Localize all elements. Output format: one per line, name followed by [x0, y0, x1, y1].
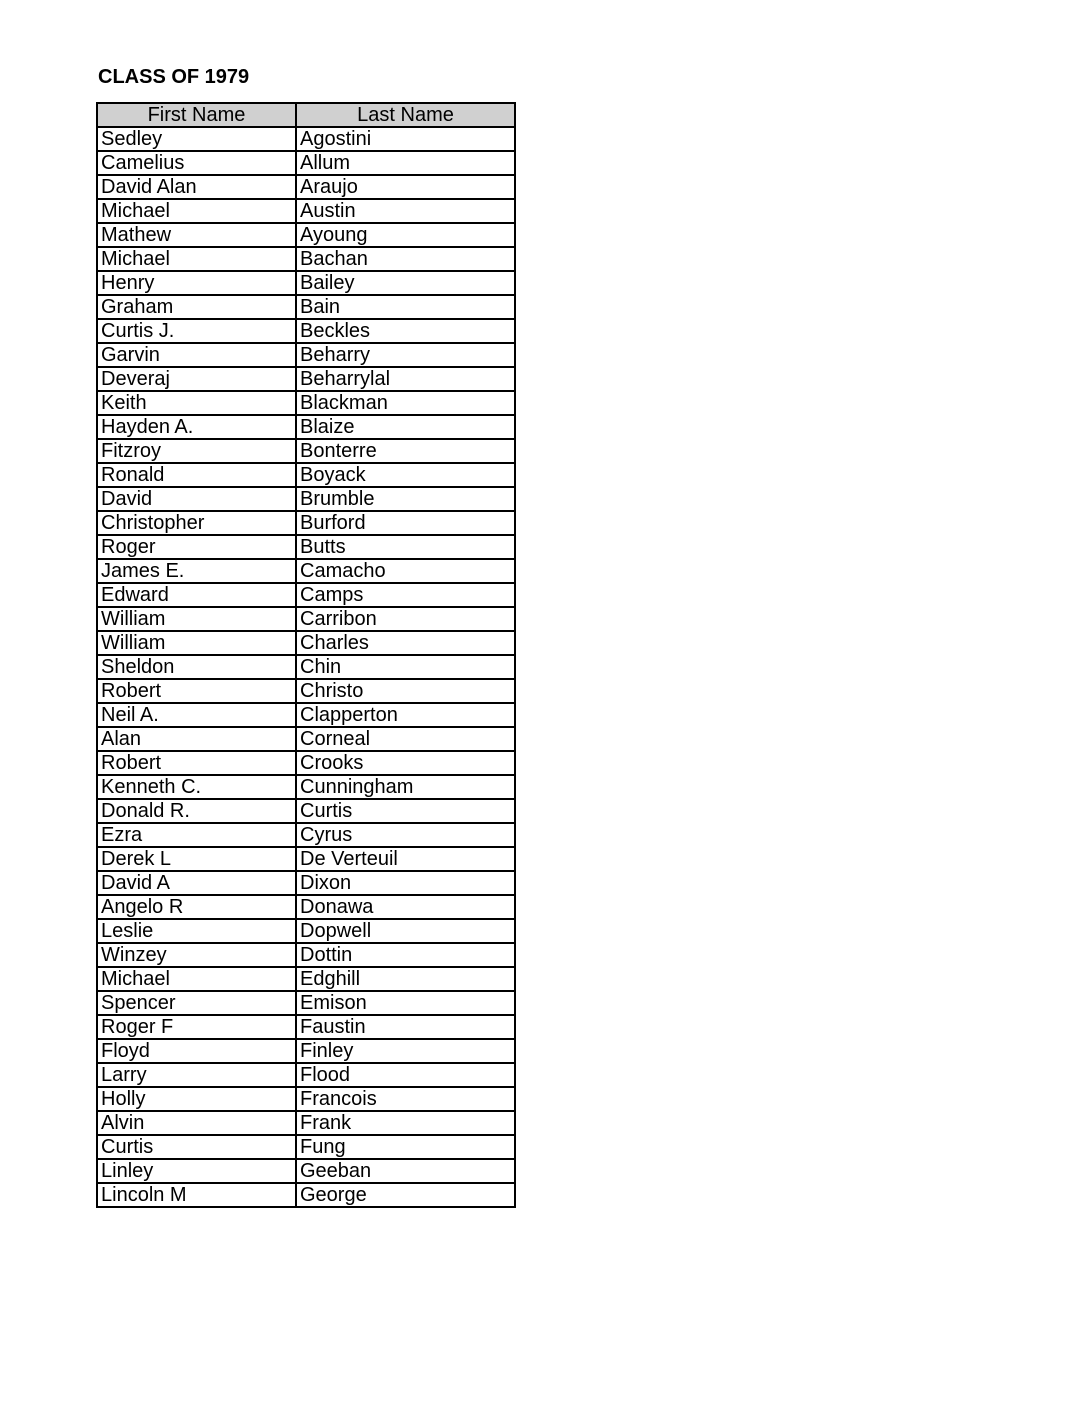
first-name-cell: Roger F — [97, 1015, 296, 1039]
table-row — [97, 463, 515, 487]
table-row — [97, 727, 515, 751]
last-name-cell: Emison — [296, 991, 515, 1015]
last-name-cell: De Verteuil — [296, 847, 515, 871]
last-name-cell: Beharry — [296, 343, 515, 367]
first-name-cell: Ezra — [97, 823, 296, 847]
table-row — [97, 175, 515, 199]
first-name-cell: Larry — [97, 1063, 296, 1087]
last-name-cell: Bailey — [296, 271, 515, 295]
last-name-cell: Frank — [296, 1111, 515, 1135]
table-row — [97, 151, 515, 175]
last-name-cell: Camacho — [296, 559, 515, 583]
first-name-cell: Mathew — [97, 223, 296, 247]
first-name-cell: William — [97, 631, 296, 655]
table-row — [97, 607, 515, 631]
first-name-cell: James E. — [97, 559, 296, 583]
first-name-cell: Robert — [97, 751, 296, 775]
first-name-cell: Deveraj — [97, 367, 296, 391]
first-name-cell: Hayden A. — [97, 415, 296, 439]
table-body — [97, 127, 515, 1207]
last-name-cell: Clapperton — [296, 703, 515, 727]
last-name-cell: Dixon — [296, 871, 515, 895]
last-name-cell: Donawa — [296, 895, 515, 919]
last-name-cell: Curtis — [296, 799, 515, 823]
first-name-cell: David — [97, 487, 296, 511]
table-row — [97, 559, 515, 583]
first-name-cell: David Alan — [97, 175, 296, 199]
first-name-cell: Curtis — [97, 1135, 296, 1159]
last-name-cell: Faustin — [296, 1015, 515, 1039]
first-name-cell: Sheldon — [97, 655, 296, 679]
last-name-cell: Cyrus — [296, 823, 515, 847]
last-name-cell: Boyack — [296, 463, 515, 487]
header-first-name: First Name — [97, 103, 296, 127]
table-row — [97, 247, 515, 271]
last-name-cell: Edghill — [296, 967, 515, 991]
last-name-cell: Crooks — [296, 751, 515, 775]
last-name-cell: Dopwell — [296, 919, 515, 943]
first-name-cell: Alan — [97, 727, 296, 751]
first-name-cell: Derek L — [97, 847, 296, 871]
last-name-cell: Beckles — [296, 319, 515, 343]
first-name-cell: Michael — [97, 199, 296, 223]
table-row — [97, 895, 515, 919]
table-row — [97, 271, 515, 295]
table-row — [97, 487, 515, 511]
table-row — [97, 439, 515, 463]
last-name-cell: Corneal — [296, 727, 515, 751]
last-name-cell: Dottin — [296, 943, 515, 967]
last-name-cell: Agostini — [296, 127, 515, 151]
table-row — [97, 679, 515, 703]
first-name-cell: Angelo R — [97, 895, 296, 919]
table-row — [97, 1111, 515, 1135]
table-row — [97, 583, 515, 607]
table-row — [97, 223, 515, 247]
first-name-cell: Kenneth C. — [97, 775, 296, 799]
table-row — [97, 1063, 515, 1087]
first-name-cell: Sedley — [97, 127, 296, 151]
first-name-cell: William — [97, 607, 296, 631]
table-row — [97, 391, 515, 415]
table-row — [97, 751, 515, 775]
first-name-cell: Neil A. — [97, 703, 296, 727]
last-name-cell: Allum — [296, 151, 515, 175]
first-name-cell: David A — [97, 871, 296, 895]
table-row — [97, 1135, 515, 1159]
table-row — [97, 799, 515, 823]
first-name-cell: Curtis J. — [97, 319, 296, 343]
last-name-cell: Blaize — [296, 415, 515, 439]
first-name-cell: Lincoln M — [97, 1183, 296, 1207]
last-name-cell: Fung — [296, 1135, 515, 1159]
first-name-cell: Winzey — [97, 943, 296, 967]
last-name-cell: Geeban — [296, 1159, 515, 1183]
first-name-cell: Keith — [97, 391, 296, 415]
last-name-cell: Bain — [296, 295, 515, 319]
table-row — [97, 295, 515, 319]
table-row — [97, 199, 515, 223]
first-name-cell: Michael — [97, 247, 296, 271]
last-name-cell: Flood — [296, 1063, 515, 1087]
first-name-cell: Alvin — [97, 1111, 296, 1135]
table-row — [97, 871, 515, 895]
last-name-cell: Araujo — [296, 175, 515, 199]
header-last-name: Last Name — [296, 103, 515, 127]
last-name-cell: Brumble — [296, 487, 515, 511]
table-row — [97, 1159, 515, 1183]
table-row — [97, 127, 515, 151]
table-row — [97, 703, 515, 727]
class-roster-table — [96, 102, 516, 1208]
last-name-cell: Austin — [296, 199, 515, 223]
first-name-cell: Edward — [97, 583, 296, 607]
first-name-cell: Linley — [97, 1159, 296, 1183]
first-name-cell: Donald R. — [97, 799, 296, 823]
table-row — [97, 1039, 515, 1063]
table-row — [97, 415, 515, 439]
last-name-cell: Charles — [296, 631, 515, 655]
first-name-cell: Floyd — [97, 1039, 296, 1063]
table-row — [97, 1087, 515, 1111]
first-name-cell: Camelius — [97, 151, 296, 175]
table-row — [97, 1015, 515, 1039]
table-row — [97, 655, 515, 679]
table-header-row — [97, 103, 515, 127]
last-name-cell: Finley — [296, 1039, 515, 1063]
last-name-cell: Blackman — [296, 391, 515, 415]
table-row — [97, 943, 515, 967]
first-name-cell: Fitzroy — [97, 439, 296, 463]
table-row — [97, 967, 515, 991]
table-row — [97, 631, 515, 655]
last-name-cell: Cunningham — [296, 775, 515, 799]
first-name-cell: Spencer — [97, 991, 296, 1015]
first-name-cell: Garvin — [97, 343, 296, 367]
first-name-cell: Graham — [97, 295, 296, 319]
first-name-cell: Leslie — [97, 919, 296, 943]
table-row — [97, 991, 515, 1015]
last-name-cell: Bachan — [296, 247, 515, 271]
last-name-cell: Camps — [296, 583, 515, 607]
table-row — [97, 775, 515, 799]
last-name-cell: Chin — [296, 655, 515, 679]
table-row — [97, 1183, 515, 1207]
table-row — [97, 343, 515, 367]
table-row — [97, 535, 515, 559]
last-name-cell: Beharrylal — [296, 367, 515, 391]
last-name-cell: Carribon — [296, 607, 515, 631]
first-name-cell: Christopher — [97, 511, 296, 535]
table-row — [97, 919, 515, 943]
last-name-cell: Bonterre — [296, 439, 515, 463]
last-name-cell: George — [296, 1183, 515, 1207]
last-name-cell: Ayoung — [296, 223, 515, 247]
table-row — [97, 847, 515, 871]
table-row — [97, 823, 515, 847]
table-row — [97, 367, 515, 391]
first-name-cell: Ronald — [97, 463, 296, 487]
last-name-cell: Christo — [296, 679, 515, 703]
first-name-cell: Roger — [97, 535, 296, 559]
first-name-cell: Henry — [97, 271, 296, 295]
first-name-cell: Holly — [97, 1087, 296, 1111]
first-name-cell: Robert — [97, 679, 296, 703]
table-row — [97, 319, 515, 343]
last-name-cell: Francois — [296, 1087, 515, 1111]
last-name-cell: Burford — [296, 511, 515, 535]
first-name-cell: Michael — [97, 967, 296, 991]
page-title: CLASS OF 1979 — [98, 66, 250, 88]
table-row — [97, 511, 515, 535]
last-name-cell: Butts — [296, 535, 515, 559]
